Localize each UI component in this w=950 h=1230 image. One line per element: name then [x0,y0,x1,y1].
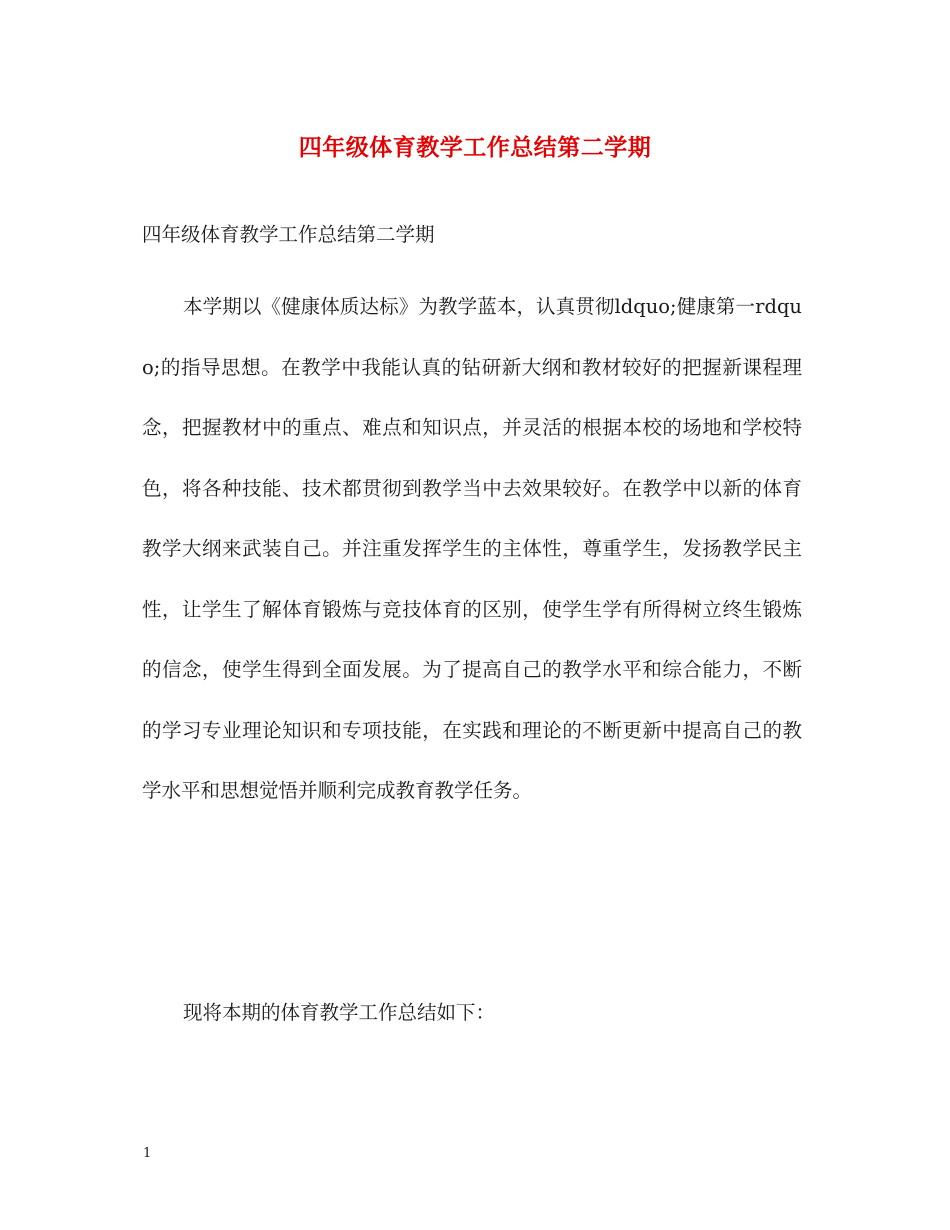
body-paragraph: 本学期以《健康体质达标》为教学蓝本，认真贯彻ldquo;健康第一rdquo;的指导思想。在教学中我能认真的钻研新大纲和教材较好的把握新课程理念，把握教材中的重点、难点和知识点，并灵活的根据本校的场地和学校特色，将各种技能、技术都贯彻到教学当中去效果较好。在教学中以新的体育教学大纲来武装自己。并注重发挥学生的主体性，尊重学生，发扬教学民主性，让学生了解体育锻炼与竞技体育的区别，使学生学有所得树立终生锻炼的信念，使学生得到全面发展。为了提高自己的教学水平和综合能力，不断的学习专业理论知识和专项技能，在实践和理论的不断更新中提高自己的教学水平和思想觉悟并顺利完成教育教学任务。 [142,295,802,802]
summary-paragraph: 现将本期的体育教学工作总结如下： [183,1001,496,1024]
page-number: 1 [143,1146,152,1161]
document-title: 四年级体育教学工作总结第二学期 [298,134,652,161]
document-subtitle: 四年级体育教学工作总结第二学期 [142,223,435,246]
